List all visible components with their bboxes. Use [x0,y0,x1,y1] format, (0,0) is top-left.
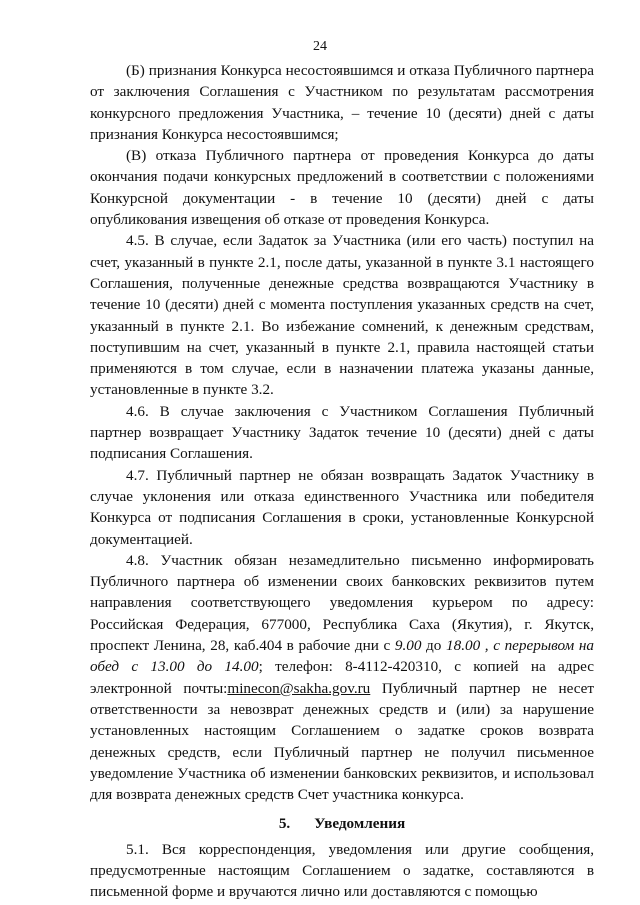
hours-from: 9.00 [394,637,422,655]
section-5-title: Уведомления [314,815,406,833]
paragraph-4-5: 4.5. В случае, если Задаток за Участника (или его часть) поступил на счет, указанный в пункте 2.1, после даты, указанной в пункте 3.1 настоящего Соглашения, полученные денежные средства возвращаются Участнику в течение 10 (десяти) дней с момента поступления указанных средств на счет, указанный в пункте 2.1. Во избежание сомнений, к денежным средствам, поступившим на счет, указанный в пункте 2.1, правила настоящей статьи применяются в том случае, если в назначении платежа указаны данные, установленные в пункте 3.2. [90,232,594,399]
paragraph-v: (В) отказа Публичного партнера от проведения Конкурса до даты окончания подачи конкурсных предложений в соответствии с положениями Конкурсной документации - в течение 10 (десяти) дней с даты опубликования извещения об отказе от проведения Конкурса. [90,147,594,229]
paragraph-5-1: 5.1. Вся корреспонденция, уведомления или другие сообщения, предусмотренные настоящим Соглашением о задатке, составляются в письменной форме и вручаются лично или доставляются с помощью [90,840,594,901]
paragraph-4-8-text-4: Публичный партнер не несет ответственности за невозврат денежных средств и (или) за нарушение установленных настоящим Соглашением о задатке сроков возврата денежных средств, если Публичный партнер не получил письменное уведомление Участника об изменении банковских реквизитов, и использовал для возврата денежных средств Счет участника конкурса. [90,679,595,804]
page-number: 24 [313,39,327,54]
paragraph-b: (Б) признания Конкурса несостоявшимся и отказа Публичного партнера от заключения Соглашения с Участником по результатам рассмотрения конкурсного предложения Участника, – течение 10 (десяти) дней с даты признания Конкурса несостоявшимся; [90,62,594,143]
document-body [90,60,594,903]
section-5-heading [90,813,594,834]
paragraph-4-8-text-1: 4.8. Участник обязан незамедлительно письменно информировать Публичного партнера об изменении своих банковских реквизитов путем направления соответствующего уведомления курьером по адресу: Российская Федерация, 677000, Республика Саха (Якутия), г. Якутск, проспект Ленина, 28, каб.404 в рабочие дни с [90,551,594,655]
paragraph-4-8-text-3: ; телефон: 8-4112-420310, с копией на адрес электронной почты: [90,658,594,697]
paragraph-4-6: 4.6. В случае заключения с Участником Соглашения Публичный партнер возвращает Участнику Задаток течение 10 (десяти) дней с даты подписания Соглашения. [90,402,594,463]
paragraph-4-8 [90,550,594,806]
paragraph-4-8-text-2: до [421,637,446,655]
paragraph-4-7: 4.7. Публичный партнер не обязан возвращать Задаток Участнику в случае уклонения или отказа единственного Участника или победителя Конкурса от подписания Соглашения в сроки, установленные Конкурсной документацией. [90,466,594,548]
section-5-number: 5. [278,815,291,833]
email-link[interactable]: minecon@sakha.gov.ru [227,679,371,697]
hours-to-break: 18.00 , с перерывом на обед с 13.00 до 14.00 [90,637,594,676]
